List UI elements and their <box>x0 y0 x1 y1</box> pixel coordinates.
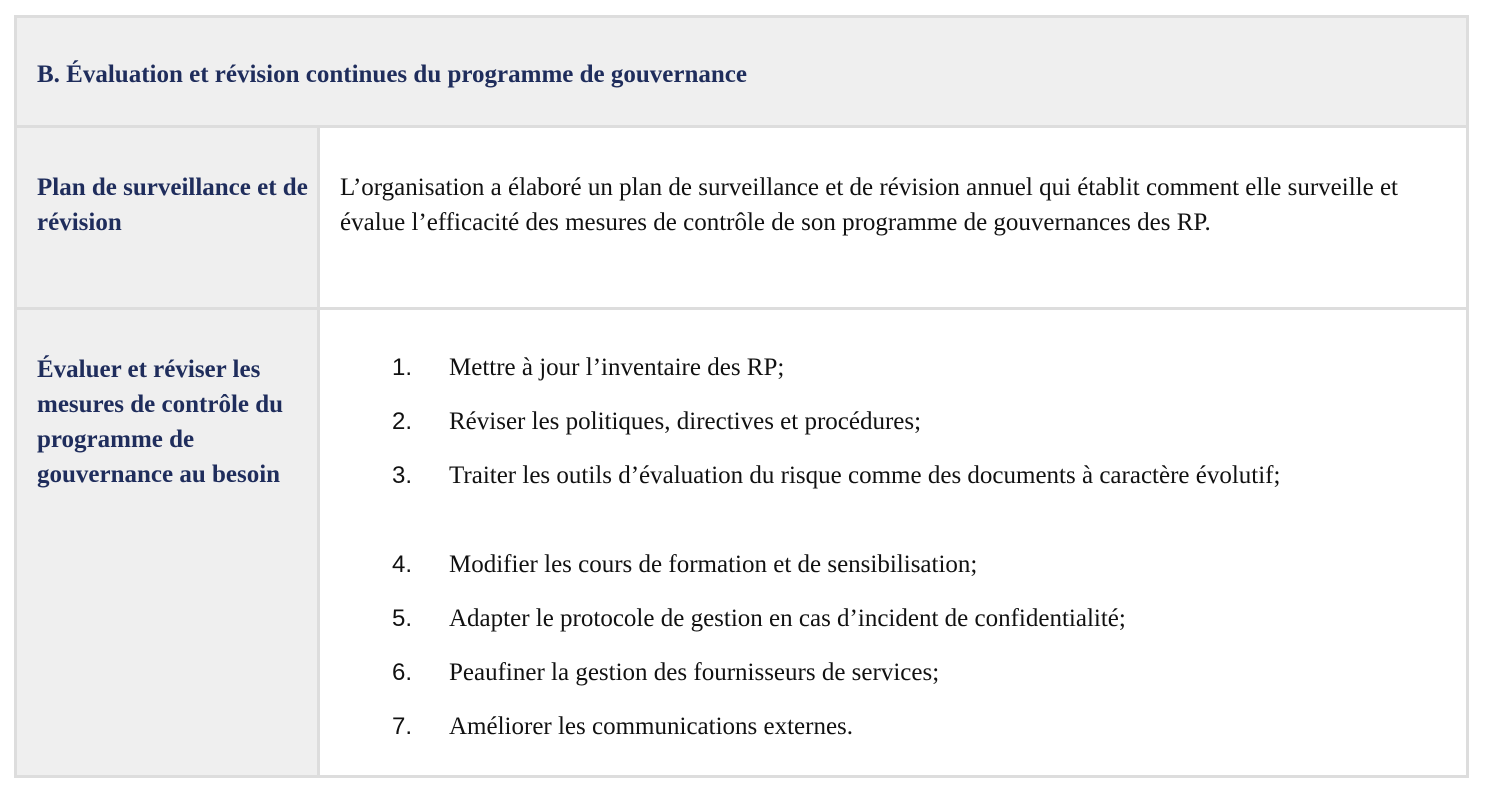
row-label: Évaluer et réviser les mesures de contrôle du programme de gouvernance au besoin <box>37 356 284 488</box>
list-item-text: Adapter le protocole de gestion en cas d’incident de confidentialité; <box>449 605 1126 632</box>
list-item-text: Réviser les politiques, directives et procédures; <box>449 408 922 435</box>
row-label-cell <box>17 128 320 307</box>
list-item-text: Modifier les cours de formation et de sensibilisation; <box>449 551 978 578</box>
list-item-text: Traiter les outils d’évaluation du risque comme des documents à caractère évolutif; <box>449 462 1281 489</box>
row-label: Plan de surveillance et de révision <box>37 174 308 236</box>
list-item-number: 4. <box>392 551 413 578</box>
list-item-text: Peaufiner la gestion des fournisseurs de services; <box>449 659 940 686</box>
row-description: L’organisation a élaboré un plan de surveillance et de révision annuel qui établit comment elle surveille et évalue l’efficacité des mesures de contrôle de son programme de gouvernances des RP. <box>340 174 1398 236</box>
row-content-cell <box>320 128 1466 307</box>
list-item-number: 5. <box>392 605 413 632</box>
governance-table <box>14 15 1469 778</box>
table-header-row <box>17 18 1466 128</box>
list-item-number: 3. <box>392 462 413 489</box>
table-row-evaluate-controls <box>17 310 1466 775</box>
row-label-cell <box>17 310 320 775</box>
list-item-text: Mettre à jour l’inventaire des RP; <box>449 354 785 381</box>
section-title: B. Évaluation et révision continues du programme de gouvernance <box>37 61 747 88</box>
list-item-number: 2. <box>392 408 413 435</box>
table-row-monitoring-plan <box>17 128 1466 310</box>
list-item-number: 6. <box>392 659 413 686</box>
list-item-number: 1. <box>392 354 413 381</box>
row-content-cell <box>320 310 1466 775</box>
list-item-number: 7. <box>392 713 413 740</box>
list-item-text: Améliorer les communications externes. <box>449 713 854 740</box>
